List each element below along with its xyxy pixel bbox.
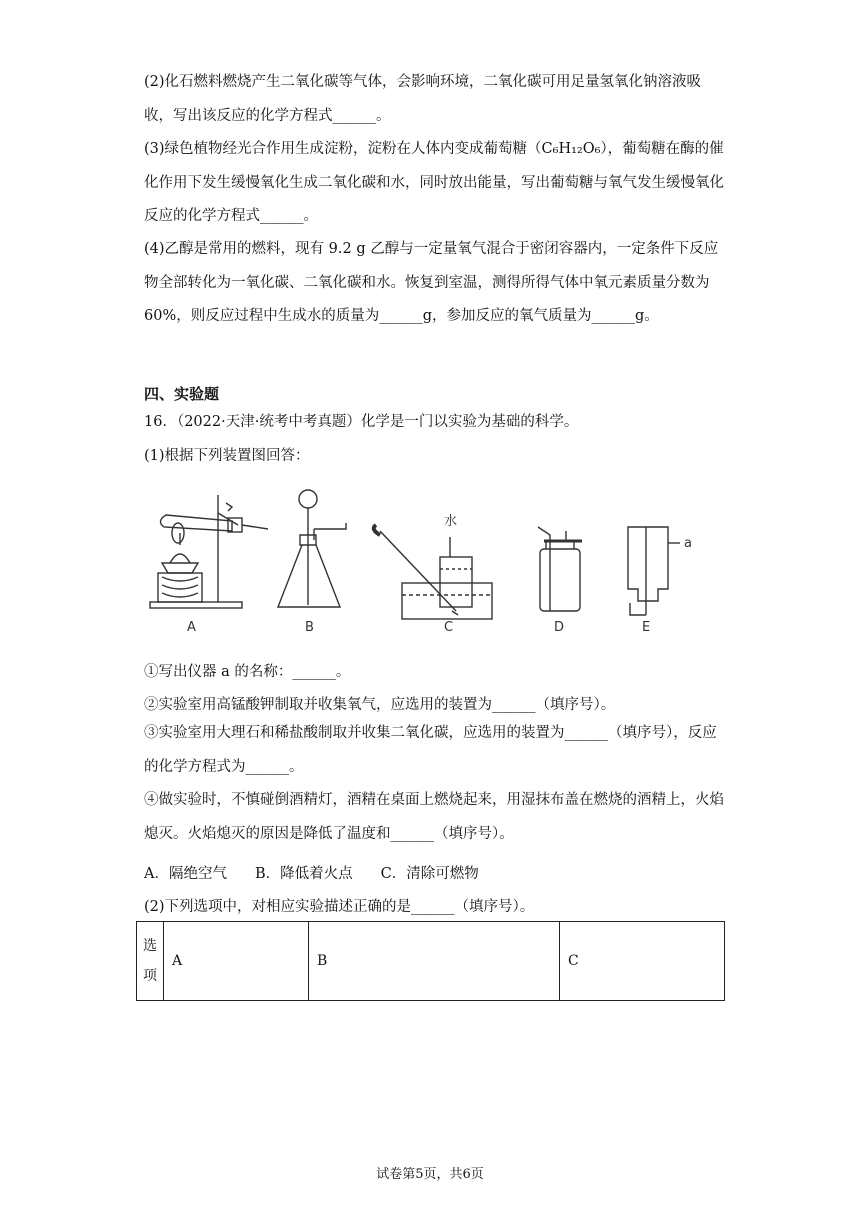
page-footer: 试卷第5页，共6页 bbox=[376, 1167, 484, 1182]
table-cell-a: A bbox=[164, 922, 309, 1001]
apparatus-d bbox=[538, 527, 582, 611]
question-16-title: 16．（2022·天津·统考中考真题）化学是一门以实验为基础的科学。 bbox=[144, 414, 579, 430]
label-water: 水 bbox=[444, 514, 458, 529]
label-a: A bbox=[187, 620, 196, 635]
apparatus-b bbox=[278, 490, 346, 607]
question-16-part-2: (2)下列选项中，对相应实验描述正确的是______（填序号）。 bbox=[144, 899, 535, 915]
label-b: B bbox=[305, 620, 314, 635]
answer-options bbox=[144, 862, 479, 883]
question-3: (3)绿色植物经光合作用生成淀粉，淀粉在人体内变成葡萄糖（C₆H₁₂O₆），葡萄糖在酶的催化作用下发生缓慢氧化生成二氧化碳和水，同时放出能量，写出葡萄糖与氧气发生缓慢氧化反应的化学方程式______。 bbox=[144, 141, 724, 224]
subquestion-2: ②实验室用高锰酸钾制取并收集氧气，应选用的装置为______（填序号）。 bbox=[144, 697, 616, 713]
question-16-part-1: (1)根据下列装置图回答： bbox=[144, 448, 310, 464]
question-2: (2)化石燃料燃烧产生二氧化碳等气体，会影响环境，二氧化碳可用足量氢氧化钠溶液吸收，写出该反应的化学方程式______。 bbox=[144, 74, 702, 124]
option-b: B．降低着火点 bbox=[254, 866, 353, 882]
label-c: C bbox=[444, 620, 454, 635]
table-cell-b: B bbox=[309, 922, 560, 1001]
option-a: A．隔绝空气 bbox=[144, 866, 227, 882]
table-cell-c: C bbox=[560, 922, 725, 1001]
apparatus-figure bbox=[140, 485, 720, 643]
label-e: E bbox=[642, 620, 651, 635]
subquestion-3: ③实验室用大理石和稀盐酸制取并收集二氧化碳，应选用的装置为______（填序号），反应的化学方程式为______。 bbox=[144, 725, 717, 775]
label-d: D bbox=[554, 620, 565, 635]
apparatus-a bbox=[150, 495, 268, 608]
table-row bbox=[137, 922, 725, 1001]
label-instrument-a: a bbox=[684, 536, 692, 551]
subquestion-1: ①写出仪器 a 的名称：______。 bbox=[144, 664, 351, 680]
table-header-cell: 选项 bbox=[137, 922, 164, 1001]
subquestion-4: ④做实验时，不慎碰倒酒精灯，酒精在桌面上燃烧起来，用湿抹布盖在燃烧的酒精上，火焰熄灭。火焰熄灭的原因是降低了温度和______（填序号）。 bbox=[144, 792, 724, 842]
apparatus-c bbox=[374, 525, 492, 619]
apparatus-e bbox=[628, 527, 680, 615]
options-table bbox=[136, 921, 725, 1001]
section-title: 四、实验题 bbox=[144, 385, 220, 403]
question-4: (4)乙醇是常用的燃料，现有 9.2 g 乙醇与一定量氧气混合于密闭容器内，一定条件下反应物全部转化为一氧化碳、二氧化碳和水。恢复到室温，测得所得气体中氧元素质量分数为 60%，则反应过程中生成水的质量为______g，参加反应的氧气质量为______g。 bbox=[144, 241, 719, 324]
option-c: C．清除可燃物 bbox=[380, 866, 479, 882]
